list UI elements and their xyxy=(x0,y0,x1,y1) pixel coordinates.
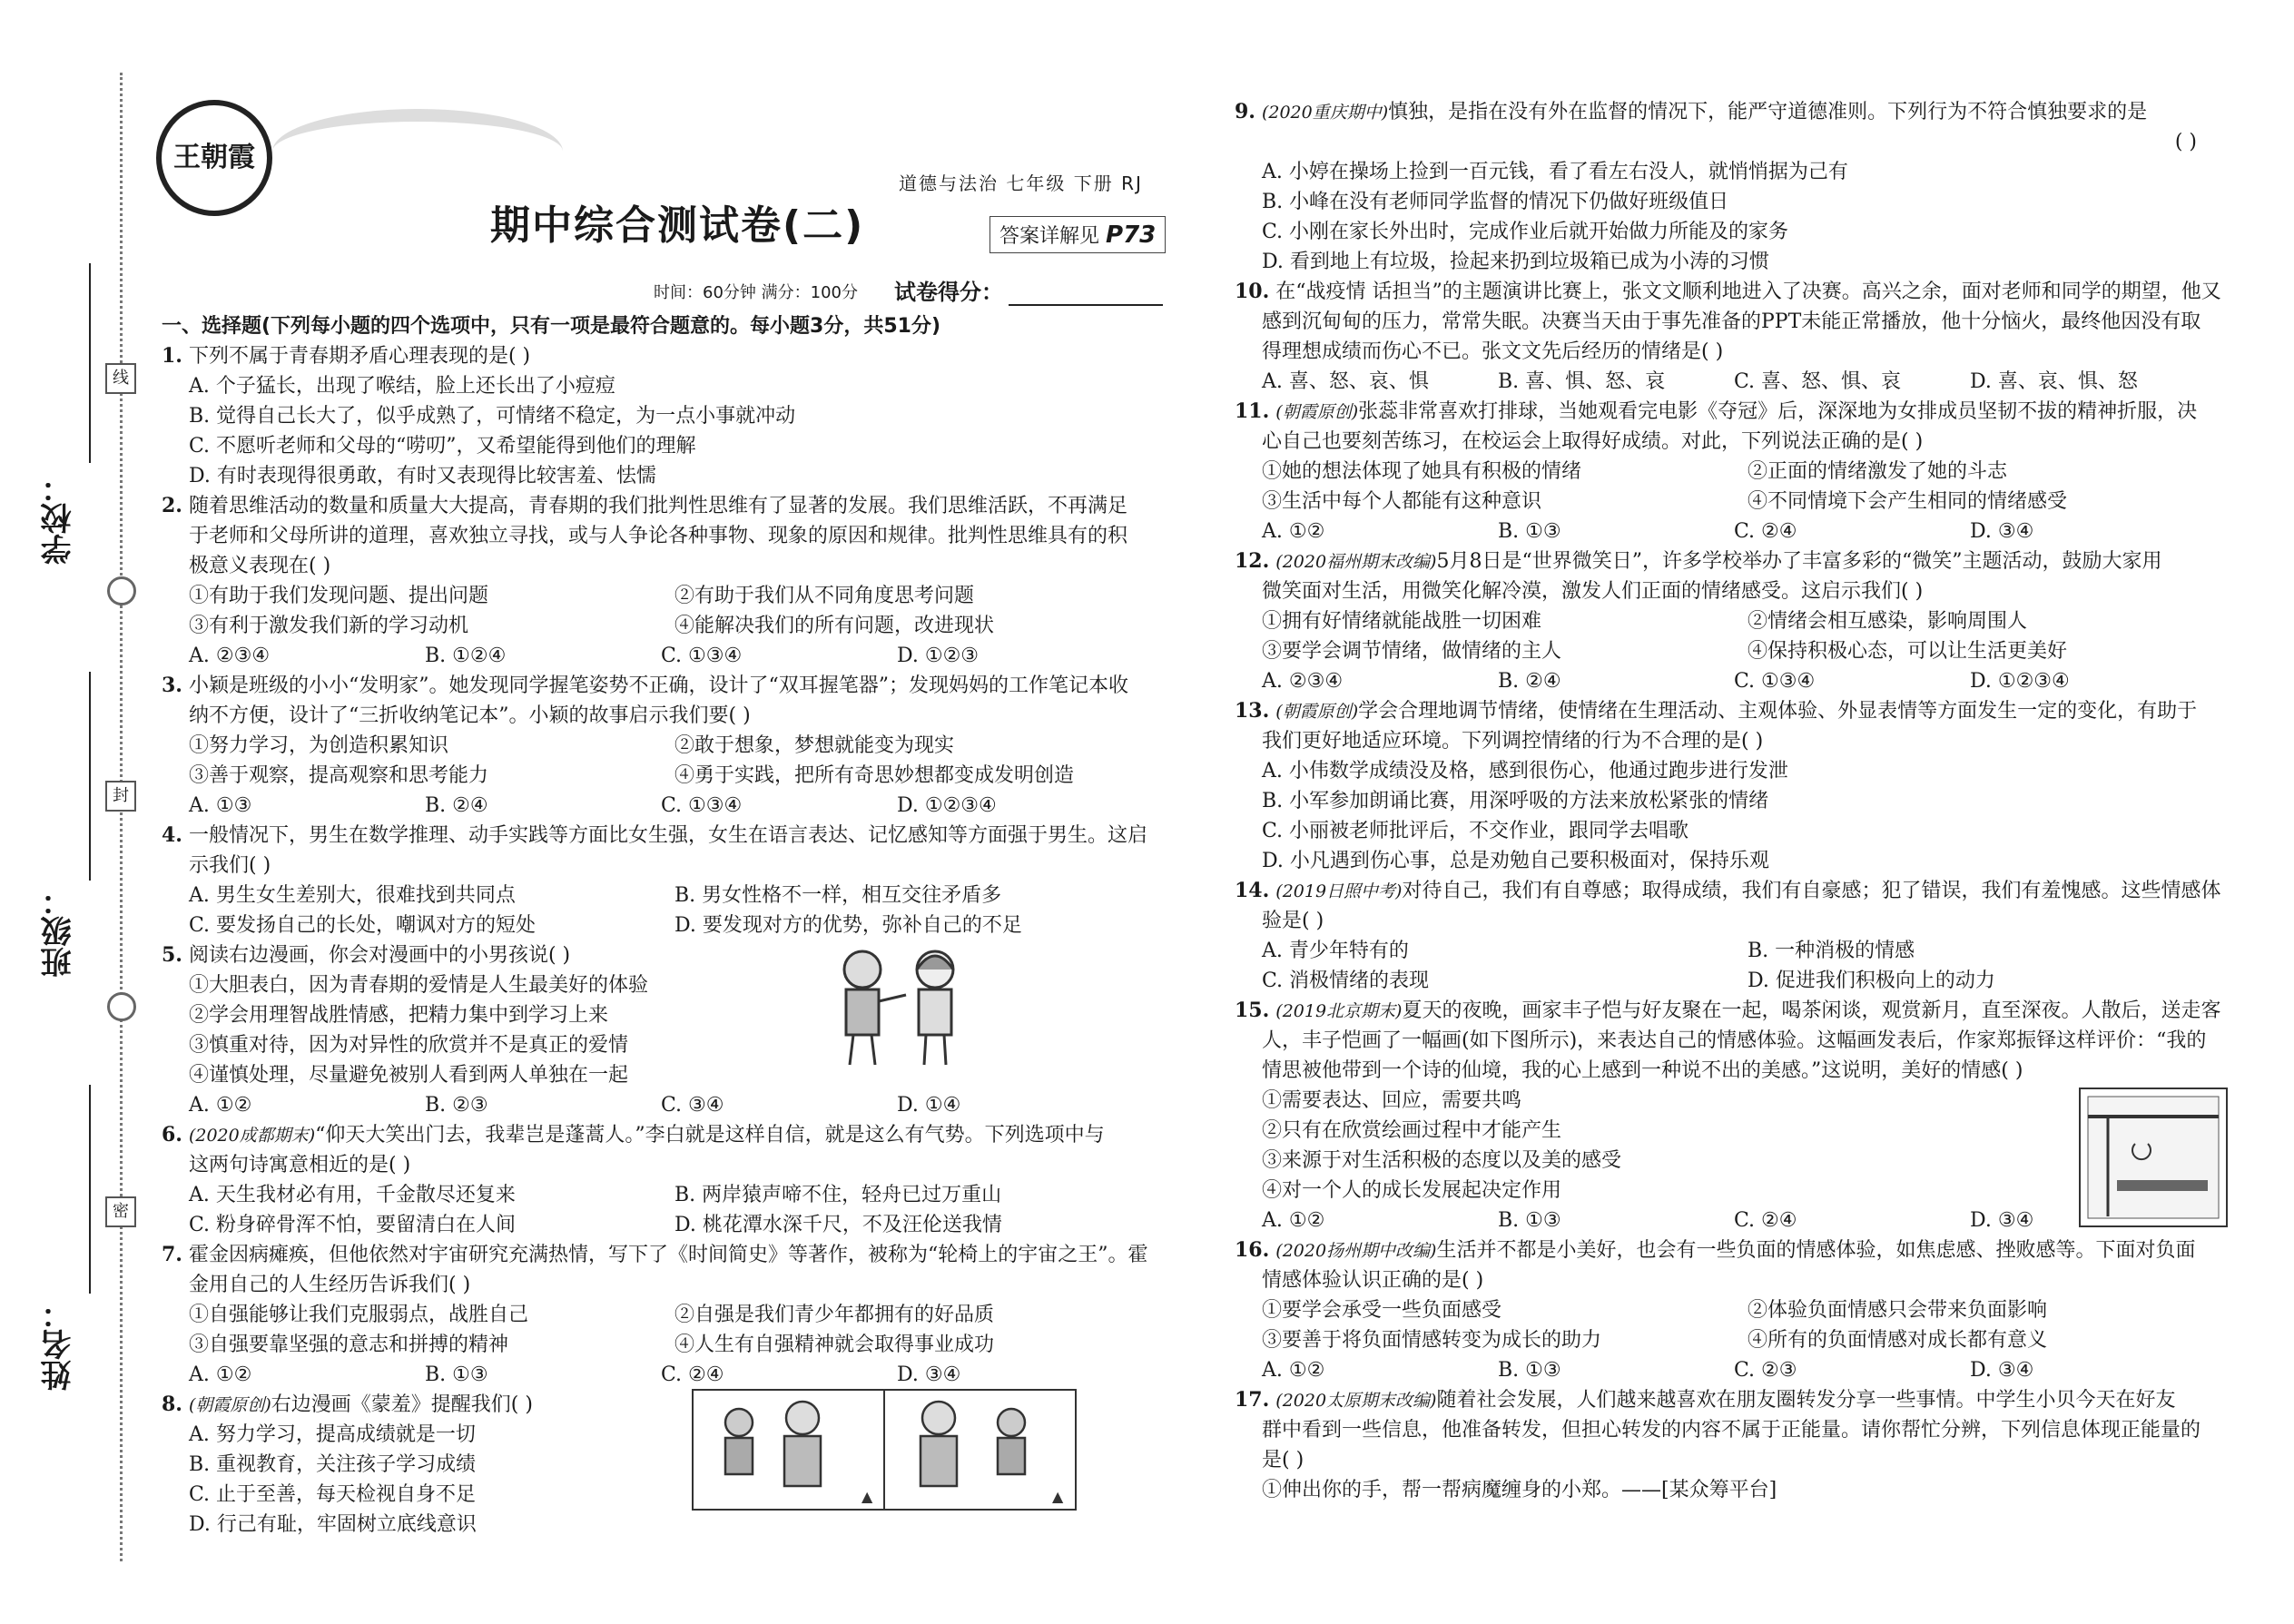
question-number: 6. xyxy=(162,1123,182,1147)
question-line: 人，丰子恺画了一幅画(如下图所示)，来表达自己的情感体验。这幅画发表后，作家郑振铎这样评价：“我的 xyxy=(1262,1029,2207,1052)
question-text: 阅读右边漫画，你会对漫画中的小男孩说( ) xyxy=(188,944,571,967)
answer-option[interactable]: C. ①③④ xyxy=(1734,670,1816,693)
question-line: 感到沉甸甸的压力，常常失眠。决赛当天由于事先准备的PPT未能正常播放，他十分恼火，最终他因没有取 xyxy=(1262,310,2201,333)
answer-option[interactable]: D. ③④ xyxy=(897,1363,961,1386)
decorative-ribbon xyxy=(272,109,563,194)
question-line: ④对一个人的成长发展起决定作用 xyxy=(1262,1179,1562,1202)
svg-text:▲: ▲ xyxy=(861,1488,873,1505)
binding-margin xyxy=(0,0,154,1624)
option-row xyxy=(1235,517,2233,546)
answer-option[interactable]: ②体验负面情感只会带来负面影响 xyxy=(1748,1299,2048,1322)
answer-option[interactable]: ④能解决我们的所有问题，改进现状 xyxy=(674,615,995,637)
answer-reference xyxy=(989,216,1166,253)
answer-option[interactable]: B. ①③ xyxy=(1498,520,1561,543)
question-number: 3. xyxy=(162,674,182,697)
answer-option[interactable]: C. ①③④ xyxy=(661,645,743,667)
question-line: ②只有在欣赏绘画过程中才能产生 xyxy=(1262,1119,1562,1142)
option-row xyxy=(162,1090,1160,1120)
option-row xyxy=(1235,636,2233,666)
question-stem xyxy=(162,341,1160,371)
answer-option[interactable]: ②有助于我们从不同角度思考问题 xyxy=(674,585,975,607)
option-row xyxy=(162,1300,1160,1330)
binding-ring-1 xyxy=(107,576,136,605)
exam-meta: 时间：60分钟 满分：100分 xyxy=(654,283,858,302)
school-label: 学校： xyxy=(41,472,77,565)
question-text: 慎独，是指在没有外在监督的情况下，能严守道德准则。下列行为不符合慎独要求的是 xyxy=(1388,101,2148,123)
answer-option[interactable]: A. ②③④ xyxy=(1262,670,1344,693)
question-stem xyxy=(162,1120,1160,1150)
answer-option[interactable]: A. ①③ xyxy=(189,794,252,817)
score-blank xyxy=(1009,304,1163,306)
option-row xyxy=(162,910,1160,940)
question-line: B. 小峰在没有老师同学监督的情况下仍做好班级值日 xyxy=(1262,191,1729,213)
answer-option[interactable]: ①要学会承受一些负面感受 xyxy=(1262,1299,1502,1322)
answer-option[interactable]: A. 男生女生差别大，很难找到共同点 xyxy=(189,884,516,907)
answer-option[interactable]: D. 要发现对方的优势，弥补自己的不足 xyxy=(674,914,1022,937)
option-row xyxy=(162,581,1160,611)
answer-option[interactable]: C. ②④ xyxy=(1734,1209,1797,1232)
question-line: 群中看到一些信息，他准备转发，但担心转发的内容不属于正能量。请你帮忙分辨，下列信息体现正能量的 xyxy=(1262,1419,2201,1442)
answer-option[interactable]: C. ②③ xyxy=(1734,1359,1797,1382)
question-stem xyxy=(162,671,1160,701)
question-text: 右边漫画《蒙羞》提醒我们( ) xyxy=(271,1393,533,1416)
question-number: 10. xyxy=(1235,280,1270,303)
answer-option[interactable]: ②正面的情绪激发了她的斗志 xyxy=(1748,460,2008,483)
answer-option[interactable]: ③善于观察，提高观察和思考能力 xyxy=(189,764,489,787)
question-stem xyxy=(1235,277,2233,307)
answer-option[interactable]: ④所有的负面情感对成长都有意义 xyxy=(1748,1329,2048,1352)
answer-option[interactable]: ②敢于想象，梦想就能变为现实 xyxy=(674,734,955,757)
option-row xyxy=(162,791,1160,821)
answer-option[interactable]: ③生活中每个人都能有这种意识 xyxy=(1262,490,1542,513)
answer-option[interactable]: B. 男女性格不一样，相互交往矛盾多 xyxy=(674,884,1002,907)
question-line: C. 不愿听老师和父母的“唠叨”，又希望能得到他们的理解 xyxy=(189,435,696,458)
question-number: 17. xyxy=(1235,1388,1270,1412)
option-row xyxy=(162,881,1160,910)
question-stem xyxy=(1235,876,2233,906)
question-line: C. 止于至善，每天检视自身不足 xyxy=(189,1483,477,1506)
class-label: 班级： xyxy=(41,885,77,978)
answer-option[interactable]: ①她的想法体现了她具有积极的情绪 xyxy=(1262,460,1582,483)
question-stem xyxy=(1235,1235,2233,1265)
question-source: (2020重庆期中) xyxy=(1261,103,1389,123)
question-line: D. 小凡遇到伤心事，总是劝勉自己要积极面对，保持乐观 xyxy=(1262,850,1769,872)
option-row xyxy=(1235,1325,2233,1355)
name-label: 姓名： xyxy=(41,1298,77,1391)
answer-option[interactable]: ②情绪会相互感染，影响周围人 xyxy=(1748,610,2028,633)
score-label: 试卷得分： xyxy=(894,280,1003,305)
answer-option[interactable]: C. ②④ xyxy=(1734,520,1797,543)
answer-option[interactable]: ④勇于实践，把所有奇思妙想都变成发明创造 xyxy=(674,764,1075,787)
question-line: B. 觉得自己长大了，似乎成熟了，可情绪不稳定，为一点小事就冲动 xyxy=(189,405,796,428)
question-number: 1. xyxy=(162,344,182,368)
question-line: D. 有时表现得很勇敢，有时又表现得比较害羞、怯懦 xyxy=(189,465,656,487)
option-row xyxy=(1235,457,2233,487)
publisher-logo: 王朝霞 xyxy=(156,100,272,216)
answer-option[interactable]: ③要善于将负面情感转变为成长的助力 xyxy=(1262,1329,1602,1352)
subject-info: 道德与法治 七年级 下册 RJ xyxy=(899,172,1143,194)
question-line: C. 小刚在家长外出时，完成作业后就开始做力所能及的家务 xyxy=(1262,221,1789,243)
question-stem xyxy=(162,940,1160,970)
question-line: A. 个子猛长，出现了喉结，脸上还长出了小痘痘 xyxy=(189,375,615,398)
answer-option[interactable]: D. 喜、哀、惧、怒 xyxy=(1970,370,2138,393)
answer-option[interactable]: D. 促进我们积极向上的动力 xyxy=(1748,969,1995,992)
question-number: 4. xyxy=(162,823,182,847)
question-number: 15. xyxy=(1235,999,1270,1022)
question-line: 纳不方便，设计了“三折收纳笔记本”。小颖的故事启示我们要( ) xyxy=(189,704,751,727)
answer-option[interactable]: ③有利于激发我们新的学习动机 xyxy=(189,615,469,637)
question-line: ②学会用理智战胜情感，把精力集中到学习上来 xyxy=(189,1004,609,1027)
question-text: 小颖是班级的小小“发明家”。她发现同学握笔姿势不正确，设计了“双耳握笔器”；发现妈妈的工作笔记本收 xyxy=(188,674,1128,697)
answer-option[interactable]: A. ②③④ xyxy=(189,645,271,667)
question-line: ③来源于对生活积极的态度以及美的感受 xyxy=(1262,1149,1622,1172)
class-underline xyxy=(89,672,91,881)
answer-option[interactable]: B. 两岸猿声啼不住，轻舟已过万重山 xyxy=(674,1184,1002,1206)
answer-option[interactable]: ④保持积极心态，可以让生活更美好 xyxy=(1748,640,2068,663)
left-column xyxy=(162,311,1160,1540)
right-column xyxy=(1235,97,2233,1505)
question-stem xyxy=(1235,1385,2233,1415)
option-row xyxy=(162,611,1160,641)
question-line: ③慎重对待，因为对异性的欣赏并不是真正的爱情 xyxy=(189,1034,629,1057)
question-line: A. 小婷在操场上捡到一百元钱，看了看左右没人，就悄悄据为己有 xyxy=(1262,161,1848,183)
question-line: D. 行己有耻，牢固树立底线意识 xyxy=(189,1513,477,1536)
question-stem xyxy=(1235,996,2233,1026)
answer-option[interactable]: ①自强能够让我们克服弱点，战胜自己 xyxy=(189,1304,529,1326)
question-number: 7. xyxy=(162,1243,182,1266)
answer-option[interactable]: D. ③④ xyxy=(1970,520,2034,543)
option-row xyxy=(162,1180,1160,1210)
question-line: 心自己也要刻苦练习，在校运会上取得好成绩。对此，下列说法正确的是( ) xyxy=(1262,430,1924,453)
painting-feng-zikai xyxy=(2079,1088,2228,1227)
question-text: 学会合理地调节情绪，使情绪在生理活动、主观体验、外显表情等方面发生一定的变化，有助于 xyxy=(1358,700,2198,723)
question-number: 2. xyxy=(162,494,182,517)
answer-option[interactable]: A. 青少年特有的 xyxy=(1262,940,1409,962)
question-source: (2020成都期末) xyxy=(188,1126,316,1146)
option-row xyxy=(162,1360,1160,1390)
seal-secret: 密 xyxy=(105,1196,136,1227)
answer-option[interactable]: D. ③④ xyxy=(1970,1359,2034,1382)
seal-line: 线 xyxy=(105,363,136,394)
answer-ref-page: P73 xyxy=(1106,221,1157,249)
question-line: 验是( ) xyxy=(1262,910,1324,932)
question-line: 是( ) xyxy=(1262,1449,1305,1471)
answer-option[interactable]: C. ①③④ xyxy=(661,794,743,817)
answer-option[interactable]: C. ③④ xyxy=(661,1094,724,1117)
score-field xyxy=(894,274,1163,306)
question-text: 夏天的夜晚，画家丰子恺与好友聚在一起，喝茶闲谈，观赏新月，直至深夜。人散后，送走客 xyxy=(1402,999,2221,1022)
school-underline xyxy=(89,263,91,463)
question-stem xyxy=(1235,546,2233,576)
answer-ref-prefix: 答案详解见 xyxy=(999,225,1100,248)
name-underline xyxy=(89,1085,91,1294)
answer-option[interactable]: A. 天生我材必有用，千金散尽还复来 xyxy=(189,1184,516,1206)
question-text: 张蕊非常喜欢打排球，当她观看完电影《夺冠》后，深深地为女排成员坚韧不拔的精神折服，决 xyxy=(1358,400,2198,423)
svg-text:▲: ▲ xyxy=(1052,1488,1064,1505)
question-number: 9. xyxy=(1235,100,1255,123)
option-row xyxy=(162,1330,1160,1360)
question-text: 下列不属于青春期矛盾心理表现的是( ) xyxy=(188,345,531,368)
answer-option[interactable]: C. 消极情绪的表现 xyxy=(1262,969,1430,992)
question-line: A. 努力学习，提高成绩就是一切 xyxy=(189,1423,476,1446)
option-row xyxy=(162,731,1160,761)
question-number: 12. xyxy=(1235,549,1270,573)
question-line: ①需要表达、回应，需要共鸣 xyxy=(1262,1089,1522,1112)
question-number: 14. xyxy=(1235,879,1270,902)
question-source: (2020扬州期中改编) xyxy=(1275,1241,1437,1261)
answer-option[interactable]: D. ①④ xyxy=(897,1094,961,1117)
answer-option[interactable]: B. ①②④ xyxy=(425,645,507,667)
question-line: 极意义表现在( ) xyxy=(189,555,331,577)
answer-option[interactable]: C. 喜、怒、惧、哀 xyxy=(1734,370,1902,393)
option-row xyxy=(162,1210,1160,1240)
binding-ring-2 xyxy=(107,992,136,1021)
question-number: 13. xyxy=(1235,699,1270,723)
question-text: 生活并不都是小美好，也会有一些负面的情感体验，如焦虑感、挫败感等。下面对负面 xyxy=(1436,1239,2196,1262)
page-title: 期中综合测试卷(二) xyxy=(490,202,865,249)
question-source: (2020福州期末改编) xyxy=(1275,552,1437,572)
answer-option[interactable]: ④人生有自强精神就会取得事业成功 xyxy=(674,1334,995,1356)
answer-option[interactable]: A. ①② xyxy=(189,1094,252,1117)
answer-option[interactable]: A. ①② xyxy=(189,1363,252,1386)
cut-line xyxy=(120,73,123,1561)
answer-option[interactable]: B. 喜、惧、怒、哀 xyxy=(1498,370,1666,393)
question-text: 随着思维活动的数量和质量大大提高，青春期的我们批判性思维有了显著的发展。我们思维活跃，不再满足 xyxy=(188,495,1127,517)
question-source: (朝霞原创) xyxy=(188,1395,271,1415)
answer-option[interactable]: ②自强是我们青少年都拥有的好品质 xyxy=(674,1304,995,1326)
question-number: 5. xyxy=(162,943,182,967)
question-line: B. 小军参加朗诵比赛，用深呼吸的方法来放松紧张的情绪 xyxy=(1262,790,1769,812)
question-text: 一般情况下，男生在数学推理、动手实践等方面比女生强，女生在语言表达、记忆感知等方面强于男生。这启 xyxy=(188,824,1147,847)
answer-option[interactable]: B. ②③ xyxy=(425,1094,488,1117)
question-line: 这两句诗寓意相近的是( ) xyxy=(189,1154,411,1176)
question-line: 微笑面对生活，用微笑化解冷漠，激发人们正面的情绪感受。这启示我们( ) xyxy=(1262,580,1924,603)
question-line: ( ) xyxy=(2174,131,2197,153)
question-line: 示我们( ) xyxy=(189,854,271,877)
question-text: 霍金因病瘫痪，但他依然对宇宙研究充满热情，写下了《时间简史》等著作，被称为“轮椅上的宇宙之王”。霍 xyxy=(188,1244,1148,1266)
option-row xyxy=(1235,606,2233,636)
answer-option[interactable]: A. ①② xyxy=(1262,520,1325,543)
section-heading: 一、选择题(下列每小题的四个选项中，只有一项是最符合题意的。每小题3分，共51分) xyxy=(162,315,941,338)
question-number: 8. xyxy=(162,1393,182,1416)
question-line: D. 看到地上有垃圾，捡起来扔到垃圾箱已成为小涛的习惯 xyxy=(1262,251,1769,273)
question-line: A. 小伟数学成绩没及格，感到很伤心，他通过跑步进行发泄 xyxy=(1262,760,1788,782)
answer-option[interactable]: D. ③④ xyxy=(1970,1209,2034,1232)
option-row xyxy=(1235,1295,2233,1325)
cartoon-shame xyxy=(692,1389,1077,1511)
answer-option[interactable]: C. 要发扬自己的长处，嘲讽对方的短处 xyxy=(189,914,537,937)
answer-option[interactable]: B. ②④ xyxy=(425,794,488,817)
question-line: ①大胆表白，因为青春期的爱情是人生最美好的体验 xyxy=(189,974,649,997)
question-line: 我们更好地适应环境。下列调控情绪的行为不合理的是( ) xyxy=(1262,730,1764,753)
option-row xyxy=(162,641,1160,671)
answer-option[interactable]: ①有助于我们发现问题、提出问题 xyxy=(189,585,489,607)
question-source: (2019北京期末) xyxy=(1275,1001,1403,1021)
question-line: 于老师和父母所讲的道理，喜欢独立寻找，或与人争论各种事物、现象的原因和规律。批判性思维具有的积 xyxy=(189,525,1128,547)
cartoon-boy-girl xyxy=(808,942,980,1069)
question-line: 金用自己的人生经历告诉我们( ) xyxy=(189,1274,471,1296)
question-stem xyxy=(1235,97,2233,127)
question-stem xyxy=(1235,696,2233,726)
question-text: 5月8日是“世界微笑日”，许多学校举办了丰富多彩的“微笑”主题活动，鼓励大家用 xyxy=(1436,550,2162,573)
option-row xyxy=(1235,367,2233,397)
question-line: C. 小丽被老师批评后，不交作业，跟同学去唱歌 xyxy=(1262,820,1689,842)
question-source: (2019日照中考) xyxy=(1275,881,1403,901)
answer-option[interactable]: ①拥有好情绪就能战胜一切困难 xyxy=(1262,610,1542,633)
option-row xyxy=(1235,966,2233,996)
question-line: 情感体验认识正确的是( ) xyxy=(1262,1269,1484,1292)
question-text: 对待自己，我们有自尊感；取得成绩，我们有自豪感；犯了错误，我们有羞愧感。这些情感体 xyxy=(1402,880,2221,902)
answer-option[interactable]: A. 喜、怒、哀、惧 xyxy=(1262,370,1429,393)
answer-option[interactable]: D. ①②③④ xyxy=(897,794,997,817)
answer-option[interactable]: A. ①② xyxy=(1262,1209,1325,1232)
question-source: (朝霞原创) xyxy=(1275,702,1359,722)
answer-option[interactable]: B. ①③ xyxy=(1498,1209,1561,1232)
option-row xyxy=(1235,1355,2233,1385)
question-source: (2020太原期末改编) xyxy=(1275,1391,1437,1411)
answer-option[interactable]: B. ①③ xyxy=(425,1363,488,1386)
question-text: “仰天大笑出门去，我辈岂是蓬蒿人。”李白就是这样自信，就是这么有气势。下列选项中与 xyxy=(315,1124,1105,1147)
seal-seal: 封 xyxy=(105,781,136,812)
question-line: 情思被他带到一个诗的仙境，我的心上感到一种说不出的美感。”这说明，美好的情感( ) xyxy=(1262,1059,2023,1082)
question-line: ①伸出你的手，帮一帮病魔缠身的小郑。——[某众筹平台] xyxy=(1262,1479,1777,1501)
answer-option[interactable]: ③要学会调节情绪，做情绪的主人 xyxy=(1262,640,1562,663)
answer-option[interactable]: D. ①②③④ xyxy=(1970,670,2070,693)
answer-option[interactable]: D. ①②③ xyxy=(897,645,980,667)
question-text: 随着社会发展，人们越来越喜欢在朋友圈转发分享一些事情。中学生小贝今天在好友 xyxy=(1436,1389,2176,1412)
option-row xyxy=(162,761,1160,791)
answer-option[interactable]: C. ②④ xyxy=(661,1363,724,1386)
question-line: B. 重视教育，关注孩子学习成绩 xyxy=(189,1453,477,1476)
answer-option[interactable]: B. ②④ xyxy=(1498,670,1561,693)
option-row xyxy=(1235,487,2233,517)
answer-option[interactable]: B. ①③ xyxy=(1498,1359,1561,1382)
question-source: (朝霞原创) xyxy=(1275,402,1359,422)
answer-option[interactable]: ④不同情境下会产生相同的情绪感受 xyxy=(1748,490,2068,513)
question-number: 16. xyxy=(1235,1238,1270,1262)
answer-option[interactable]: A. ①② xyxy=(1262,1359,1325,1382)
answer-option[interactable]: D. 桃花潭水深千尺，不及汪伦送我情 xyxy=(674,1214,1002,1236)
answer-option[interactable]: ③自强要靠坚强的意志和拼搏的精神 xyxy=(189,1334,509,1356)
question-line: ④谨慎处理，尽量避免被别人看到两人单独在一起 xyxy=(189,1064,629,1087)
answer-option[interactable]: B. 一种消极的情感 xyxy=(1748,940,1915,962)
answer-option[interactable]: C. 粉身碎骨浑不怕，要留清白在人间 xyxy=(189,1214,517,1236)
question-stem xyxy=(162,821,1160,851)
question-line: 得理想成绩而伤心不已。张文文先后经历的情绪是( ) xyxy=(1262,340,1724,363)
answer-option[interactable]: ①努力学习，为创造积累知识 xyxy=(189,734,449,757)
question-text: 在“战疫情 话担当”的主题演讲比赛上，张文文顺利地进入了决赛。高兴之余，面对老师和同学的期望，他又 xyxy=(1275,281,2221,303)
option-row xyxy=(1235,666,2233,696)
question-stem xyxy=(1235,397,2233,427)
question-stem xyxy=(162,491,1160,521)
question-number: 11. xyxy=(1235,399,1270,423)
option-row xyxy=(1235,936,2233,966)
question-stem xyxy=(162,1240,1160,1270)
